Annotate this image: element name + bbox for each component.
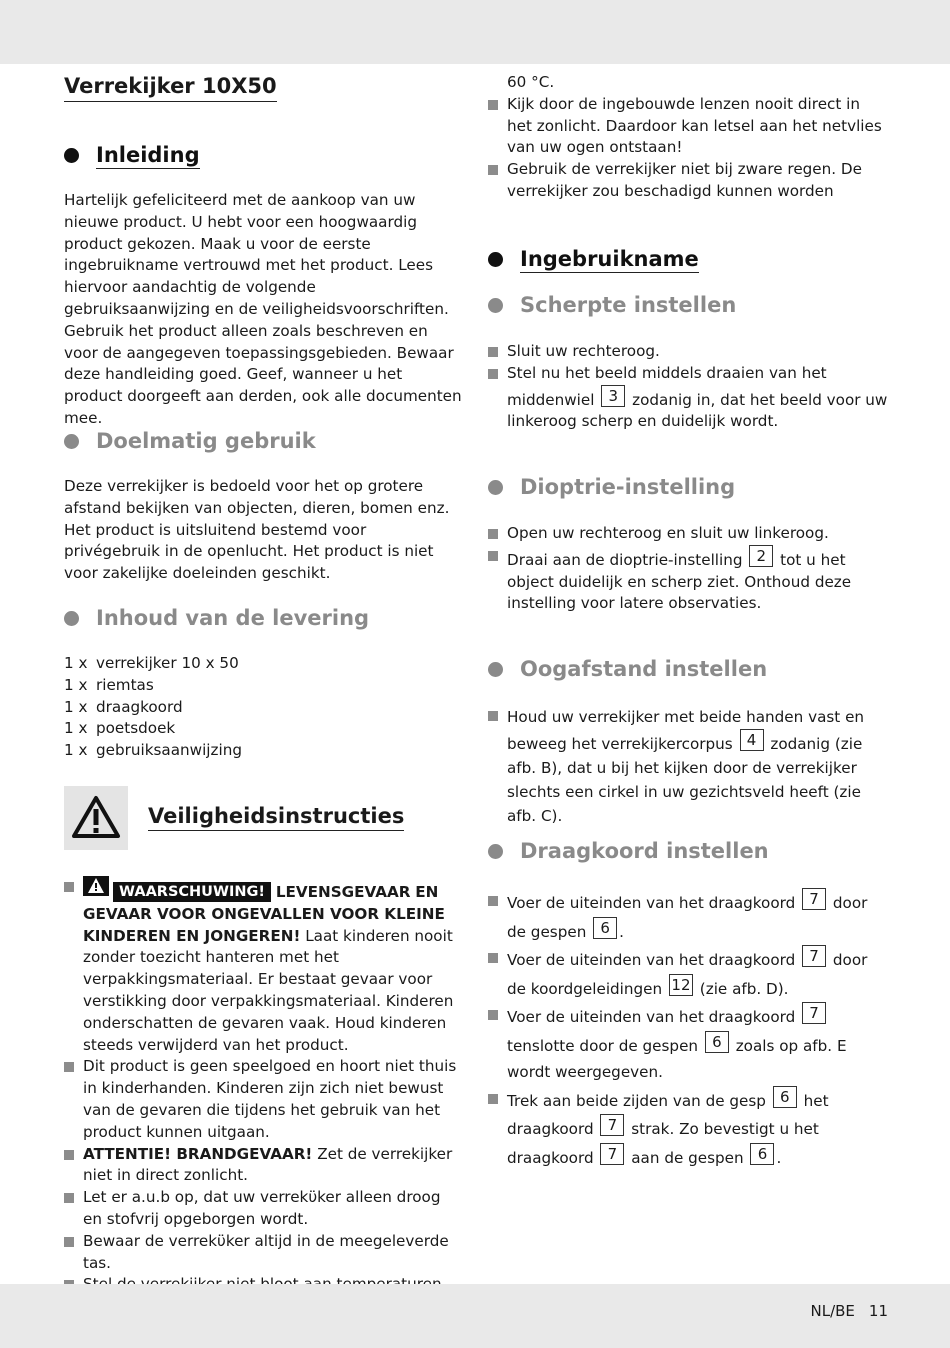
veiligheid-list [64,876,464,1318]
part-ref: 3 [601,385,625,407]
warning-icon [83,876,109,896]
list-item: 1 x riemtas [64,675,154,694]
part-ref: 7 [600,1114,624,1136]
bullet-square-icon [64,1237,74,1247]
list-item: Open uw rechteroog en sluit uw linkeroog. [488,523,888,545]
bullet-square-icon [488,347,498,357]
part-ref: 4 [740,729,764,751]
list-item: Voer de uiteinden van het draagkoord 7 door de koordgeleidingen 12 (zie afb. D). [488,945,888,1002]
bullet-square-icon [64,882,74,892]
bullet-square-icon [488,369,498,379]
scherpte-list [488,341,888,433]
list-item: Voer de uiteinden van het draagkoord 7 door de gespen 6 . [488,888,888,945]
warning-badge: WAARSCHUWING! [113,882,271,902]
list-item: Trek aan beide zijden van de gesp 6 het draagkoord 7 strak. Zo bevestigt u het draagkoord 7 aan de gespen 6 . [488,1086,888,1172]
draagkoord-list [488,888,888,1171]
bullet-square-icon [488,896,498,906]
bullet-square-icon [488,529,498,539]
bullet-square-icon [488,100,498,110]
doelmatig-text: Deze verrekijker is bedoeld voor het op grotere afstand bekijken van objecten, dieren, bomen enz. Het product is uitsluitend bestemd voor privégebruik in de openlucht. Het product is niet voor zakelijke doeleinden geschikt. [64,477,450,583]
list-item: 1 x gebruiksaanwijzing [64,741,242,760]
list-item: Stel nu het beeld middels draaien van het middenwiel 3 zodanig in, dat het beeld voor uw linkeroog scherp en duidelijk wordt. [488,363,888,433]
bullet-square-icon [488,165,498,175]
bullet-square-icon [64,1193,74,1203]
part-ref: 2 [749,545,773,567]
heading-draagkoord-instellen: Draagkoord instellen [488,837,769,865]
oogafstand-list [488,705,888,828]
bullet-dot-icon [488,662,503,677]
bullet-square-icon [488,953,498,963]
bullet-dot-icon [488,252,503,267]
bullet-square-icon [488,1010,498,1020]
inleiding-text: Hartelijk gefeliciteerd met de aankoop van uw nieuwe product. U hebt voor een hoogwaardig product gekozen. Maak u voor de eerste ingebruikname vertrouwd met het product. Lees hiervoor aandachtig de volgende gebruiksaanwijzing en de veiligheidsvoorschriften. Gebruik het product alleen zoals beschreven en voor de aangegeven toepassingsgebieden. Bewaar deze handleiding goed. Geef, wanneer u het product doorgeeft aan derden, ook alle documenten mee. [64,191,462,427]
bullet-square-icon [488,551,498,561]
page-number: 11 [868,1302,888,1320]
list-item: WAARSCHUWING! LEVENSGEVAAR EN GEVAAR VOOR ONGEVALLEN VOOR KLEINE KINDEREN EN JONGEREN! Laat kinderen nooit zonder toezicht hanteren met het verpakkingsmateriaal. Er bestaat gevaar voor verstikking door verpakkingsmateriaal. Kinderen onderschatten de gevaren vaak. Houd kinderen steeds verwijderd van het product. [64,876,464,1056]
document-title: Verrekijker 10X50 [64,72,277,102]
heading-ingebruikname: Ingebruikname [488,245,699,273]
heading-oogafstand-instellen: Oogafstand instellen [488,655,767,683]
bullet-dot-icon [488,298,503,313]
part-ref: 7 [802,1002,826,1024]
list-item: Bewaar de verrekϋker altijd in de meegeleverde tas. [64,1231,464,1275]
warning-triangle-icon [64,786,128,850]
part-ref: 6 [750,1143,774,1165]
bullet-square-icon [488,1094,498,1104]
veiligheid-continued: 60 °C. Kijk door de ingebouwde lenzen nooit direct in het zonlicht. Daardoor kan letsel aan het netvlies van uw ogen ontstaan! Gebruik de verrekijker niet bij zware regen. De verrekijker zou beschadigd kunnen worden [488,72,888,203]
dioptrie-list [488,523,888,615]
list-item: 1 x poetsdoek [64,719,176,738]
heading-inleiding: Inleiding [64,141,200,169]
part-ref: 7 [600,1143,624,1165]
list-item: 1 x draagkoord [64,697,183,716]
top-band [0,0,950,64]
bullet-dot-icon [64,611,79,626]
heading-dioptrie-instelling: Dioptrie-instelling [488,473,735,501]
part-ref: 6 [593,917,617,939]
bullet-square-icon [488,711,498,721]
list-item: Kijk door de ingebouwde lenzen nooit direct in het zonlicht. Daardoor kan letsel aan het netvlies van uw ogen ontstaan! [488,94,888,159]
footer-language: NL/BE [810,1302,855,1320]
list-item: Draai aan de dioptrie-instelling 2 tot u het object duidelijk en scherp ziet. Onthoud deze instelling voor latere observaties. [488,545,888,615]
part-ref: 7 [802,888,826,910]
page-footer [797,1302,889,1320]
heading-inhoud-levering: Inhoud van de levering [64,604,369,632]
list-item: 1 x verrekijker 10 x 50 [64,654,239,672]
list-item: Dit product is geen speelgoed en hoort niet thuis in kinderhanden. Kinderen zijn zich niet bewust van de gevaren die tijdens het gebruik van het product kunnen uitgaan. [64,1056,464,1143]
part-ref: 6 [773,1086,797,1108]
part-ref: 12 [669,974,693,996]
bullet-square-icon [64,1062,74,1072]
heading-doelmatig-gebruik: Doelmatig gebruik [64,427,316,455]
list-item: Let er a.u.b op, dat uw verrekϋker alleen droog en stofvrij opgeborgen wordt. [64,1187,464,1231]
bullet-dot-icon [488,844,503,859]
list-item: ATTENTIE! BRANDGEVAAR! Zet de verrekijker niet in direct zonlicht. [64,1144,464,1188]
list-item: Voer de uiteinden van het draagkoord 7 tenslotte door de gespen 6 zoals op afb. E wordt weergegeven. [488,1002,888,1086]
inhoud-list [64,653,464,762]
heading-veiligheidsinstructies: Veiligheidsinstructies [148,802,404,831]
list-item: Houd uw verrekijker met beide handen vast en beweeg het verrekijkercorpus 4 zodanig (zie afb. B), dat u bij het kijken door de verrekijker slechts een cirkel in uw gezichtsveld heeft (zie afb. C). [488,705,888,828]
bullet-dot-icon [488,480,503,495]
heading-scherpte-instellen: Scherpte instellen [488,291,736,319]
list-item: Sluit uw rechteroog. [488,341,888,363]
bullet-dot-icon [64,434,79,449]
list-item: Gebruik de verrekijker niet bij zware regen. De verrekijker zou beschadigd kunnen worden [488,159,888,203]
part-ref: 7 [802,945,826,967]
bullet-dot-icon [64,148,79,163]
part-ref: 6 [705,1031,729,1053]
bullet-square-icon [64,1150,74,1160]
